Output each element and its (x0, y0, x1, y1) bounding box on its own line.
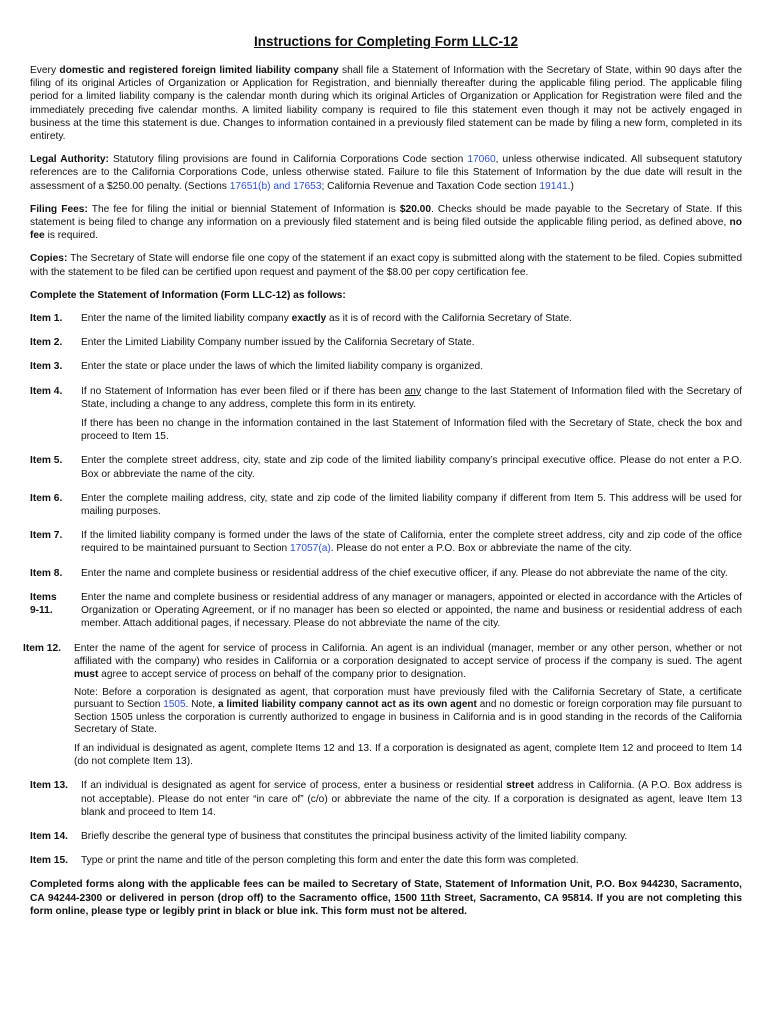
legal-authority-label: Legal Authority: (30, 154, 109, 166)
item-6: Item 6. Enter the complete mailing address, city, state and zip code of the limited liability company if different from Item 5. This address will be used for mailing purposes. (30, 492, 742, 518)
sections-17651-17653-link[interactable]: 17651(b) and 17653 (229, 180, 322, 192)
item-1: Item 1. Enter the name of the limited liability company exactly as it is of record with the California Secretary of State. (30, 313, 572, 325)
item-15: Item 15. Type or print the name and title of the person completing this form and enter the date this form was completed. (30, 855, 579, 867)
section-17057a-link[interactable]: 17057(a) (289, 543, 331, 555)
items-9-11: Items 9-11. Enter the name and complete business or residential address of any manager or managers, appointed or elected in accordance with the Articles of Organization or Operating Agreement, or if no manager has been so elected or appointed, the name and business or residential address of each member. Attach additional pages, if necessary. Please do not abbreviate the name of the city. (30, 591, 742, 630)
section-1505-link[interactable]: 1505 (163, 699, 186, 711)
filing-fees-paragraph: Filing Fees: The fee for filing the initial or biennial Statement of Information is $20.00. Checks should be made payable to the Secretary of State. If this statement is being filed to change any information on a previously filed statement and is being filed outside the applicable filing period, as defined above, no fee is required. (30, 203, 742, 242)
item-14: Item 14. Briefly describe the general type of business that constitutes the principal business activity of the limited liability company. (30, 830, 628, 842)
item-12-note: Note: Before a corporation is designated as agent, that corporation must have previously filed with the California Secretary of State, a certificate pursuant to Section 1505. Note, a limited liability company cannot act as its own agent and no domestic or foreign corporation may file pursuant to Section 1505 unless the corporation is currently authorized to engage in business in California and is in good standing in the records of the California Secretary of State. (74, 687, 742, 735)
item-7: Item 7. If the limited liability company is formed under the laws of the state of California, enter the complete street address, city and zip code of the office required to be maintained pursuant to Section 17057(a). Please do not enter a P.O. Box or abbreviate the name of the city. (30, 530, 742, 555)
filing-fees-label: Filing Fees: (30, 203, 88, 215)
item-5: Item 5. Enter the complete street address, city, state and zip code of the limited liability company’s principal executive office. Please do not enter a P.O. Box or abbreviate the name of the city. (30, 455, 742, 480)
item-13: Item 13. If an individual is designated as agent for service of process, enter a business or residential street address in California. (A P.O. Box address is not acceptable). Please do not enter “in care of” (c/o) or abbreviate the name of the city. If a corporation is designated as agent, leave Item 13 blank and proceed to Item 14. (30, 780, 742, 818)
legal-authority-paragraph: Legal Authority: Statutory filing provisions are found in California Corporations Code section 17060, unless otherwise indicated. All subsequent statutory references are to the California Corporations Code, unless otherwise stated. Failure to file this Statement of Information by the due date will result in the assessment of a $250.00 penalty. (Sections 17651(b) and 17653; California Revenue and Taxation Code section 19141.) (30, 154, 742, 192)
page-title: Instructions for Completing Form LLC-12 (253, 34, 518, 49)
item-3: Item 3. Enter the state or place under the laws of which the limited liability company is organized. (30, 361, 484, 373)
complete-statement-heading: Complete the Statement of Information (Form LLC-12) as follows: (30, 289, 346, 301)
item-12: Item 12. Enter the name of the agent for service of process in California. An agent is an individual (manager, member or any other person, whether or not affiliated with the company) who resides in California or a corporation designated to accept service of process if the company is sued. The agent must agree to accept service of process on behalf of the company prior to designation. Note: Before a corporation is designated as agent, that corporation must have previously filed with the California Secretary of State, a certificate pursuant to Section 1505. Note, a limited liability company cannot act as its own agent and no domestic or foreign corporation may file pursuant to Section 1505 unless the corporation is currently authorized to engage in business in California and is in good standing in the records of the California Secretary of State. If an individual is designated as agent, complete Items 12 and 13. If a corporation is designated as agent, complete Item 12 and proceed to Item 14 (do not complete Item 13). (23, 642, 742, 768)
section-19141-link[interactable]: 19141 (539, 180, 568, 192)
fee-amount: $20.00 (399, 203, 432, 215)
mailing-instructions: Completed forms along with the applicable fees can be mailed to Secretary of State, Statement of Information Unit, P.O. Box 944230, Sacramento, CA 94244-2300 or delivered in person (drop off) to the Sacramento office, 1500 11th Street, Sacramento, CA 95814. If you are not completing this form online, please type or legibly print in black or blue ink. This form must not be altered. (30, 879, 742, 917)
copies-paragraph: Copies: The Secretary of State will endorse file one copy of the statement if an exact copy is submitted along with the statement to be filed. Copies submitted with the statement to be filed can be certified upon request and payment of the $8.00 per copy certification fee. (30, 253, 742, 278)
item-8: Item 8. Enter the name and complete business or residential address of the chief executive officer, if any. Please do not abbreviate the name of the city. (30, 567, 728, 579)
instructions-page (23, 34, 742, 928)
intro-paragraph: Every domestic and registered foreign limited liability company shall file a Statement of Information with the Secretary of State, within 90 days after the filing of its original Articles of Organization or Application for Registration, and biennially thereafter during the applicable filing period. The applicable filing period for a limited liability company is the calendar month during which its original Articles of Organization or Application for Registration were filed and the immediately preceding five calendar months. A limited liability company is required to file this statement even though it may not be actively engaged in business at the time this statement is due. Changes to information contained in a previously filed statement can be made by filing a new form, completed in its entirety. (30, 65, 742, 143)
item-2: Item 2. Enter the Limited Liability Company number issued by the California Secretary of State. (30, 337, 475, 349)
item-4: Item 4. If no Statement of Information has ever been filed or if there has been any change to the last Statement of Information filed with the Secretary of State, including a change to any address, complete this form in its entirety. If there has been no change in the information contained in the last Statement of Information filed with the Secretary of State, check the box and proceed to Item 15. (30, 385, 742, 443)
section-17060-link[interactable]: 17060 (467, 154, 496, 166)
copies-label: Copies: (30, 253, 68, 265)
